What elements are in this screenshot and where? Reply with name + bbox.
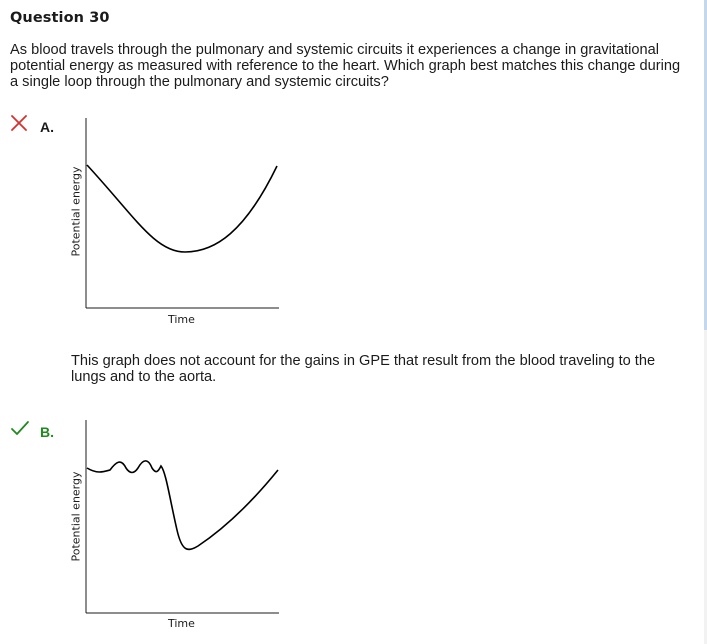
option-a-xlabel: Time [168, 313, 195, 326]
option-a-curve [87, 165, 277, 252]
check-icon [10, 418, 30, 438]
question-title: Question 30 [10, 10, 110, 26]
option-b-graph [60, 414, 285, 619]
option-b-letter: B. [40, 424, 54, 440]
option-a-feedback: This graph does not account for the gains in GPE that result from the blood traveling to the lungs and to the aorta. [71, 353, 656, 385]
x-icon [9, 113, 29, 133]
option-b-curve [87, 461, 278, 550]
option-a-graph [60, 112, 285, 314]
question-text: As blood travels through the pulmonary and systemic circuits it experiences a change in gravitational potential energy as measured with reference to the heart. Which graph best matches this change during a single loop through the pulmonary and systemic circuits? [10, 42, 681, 90]
option-a-ylabel: Potential energy [69, 166, 83, 257]
option-b-xlabel: Time [168, 617, 195, 630]
option-b-ylabel: Potential energy [69, 471, 83, 562]
option-a-letter: A. [40, 119, 54, 135]
